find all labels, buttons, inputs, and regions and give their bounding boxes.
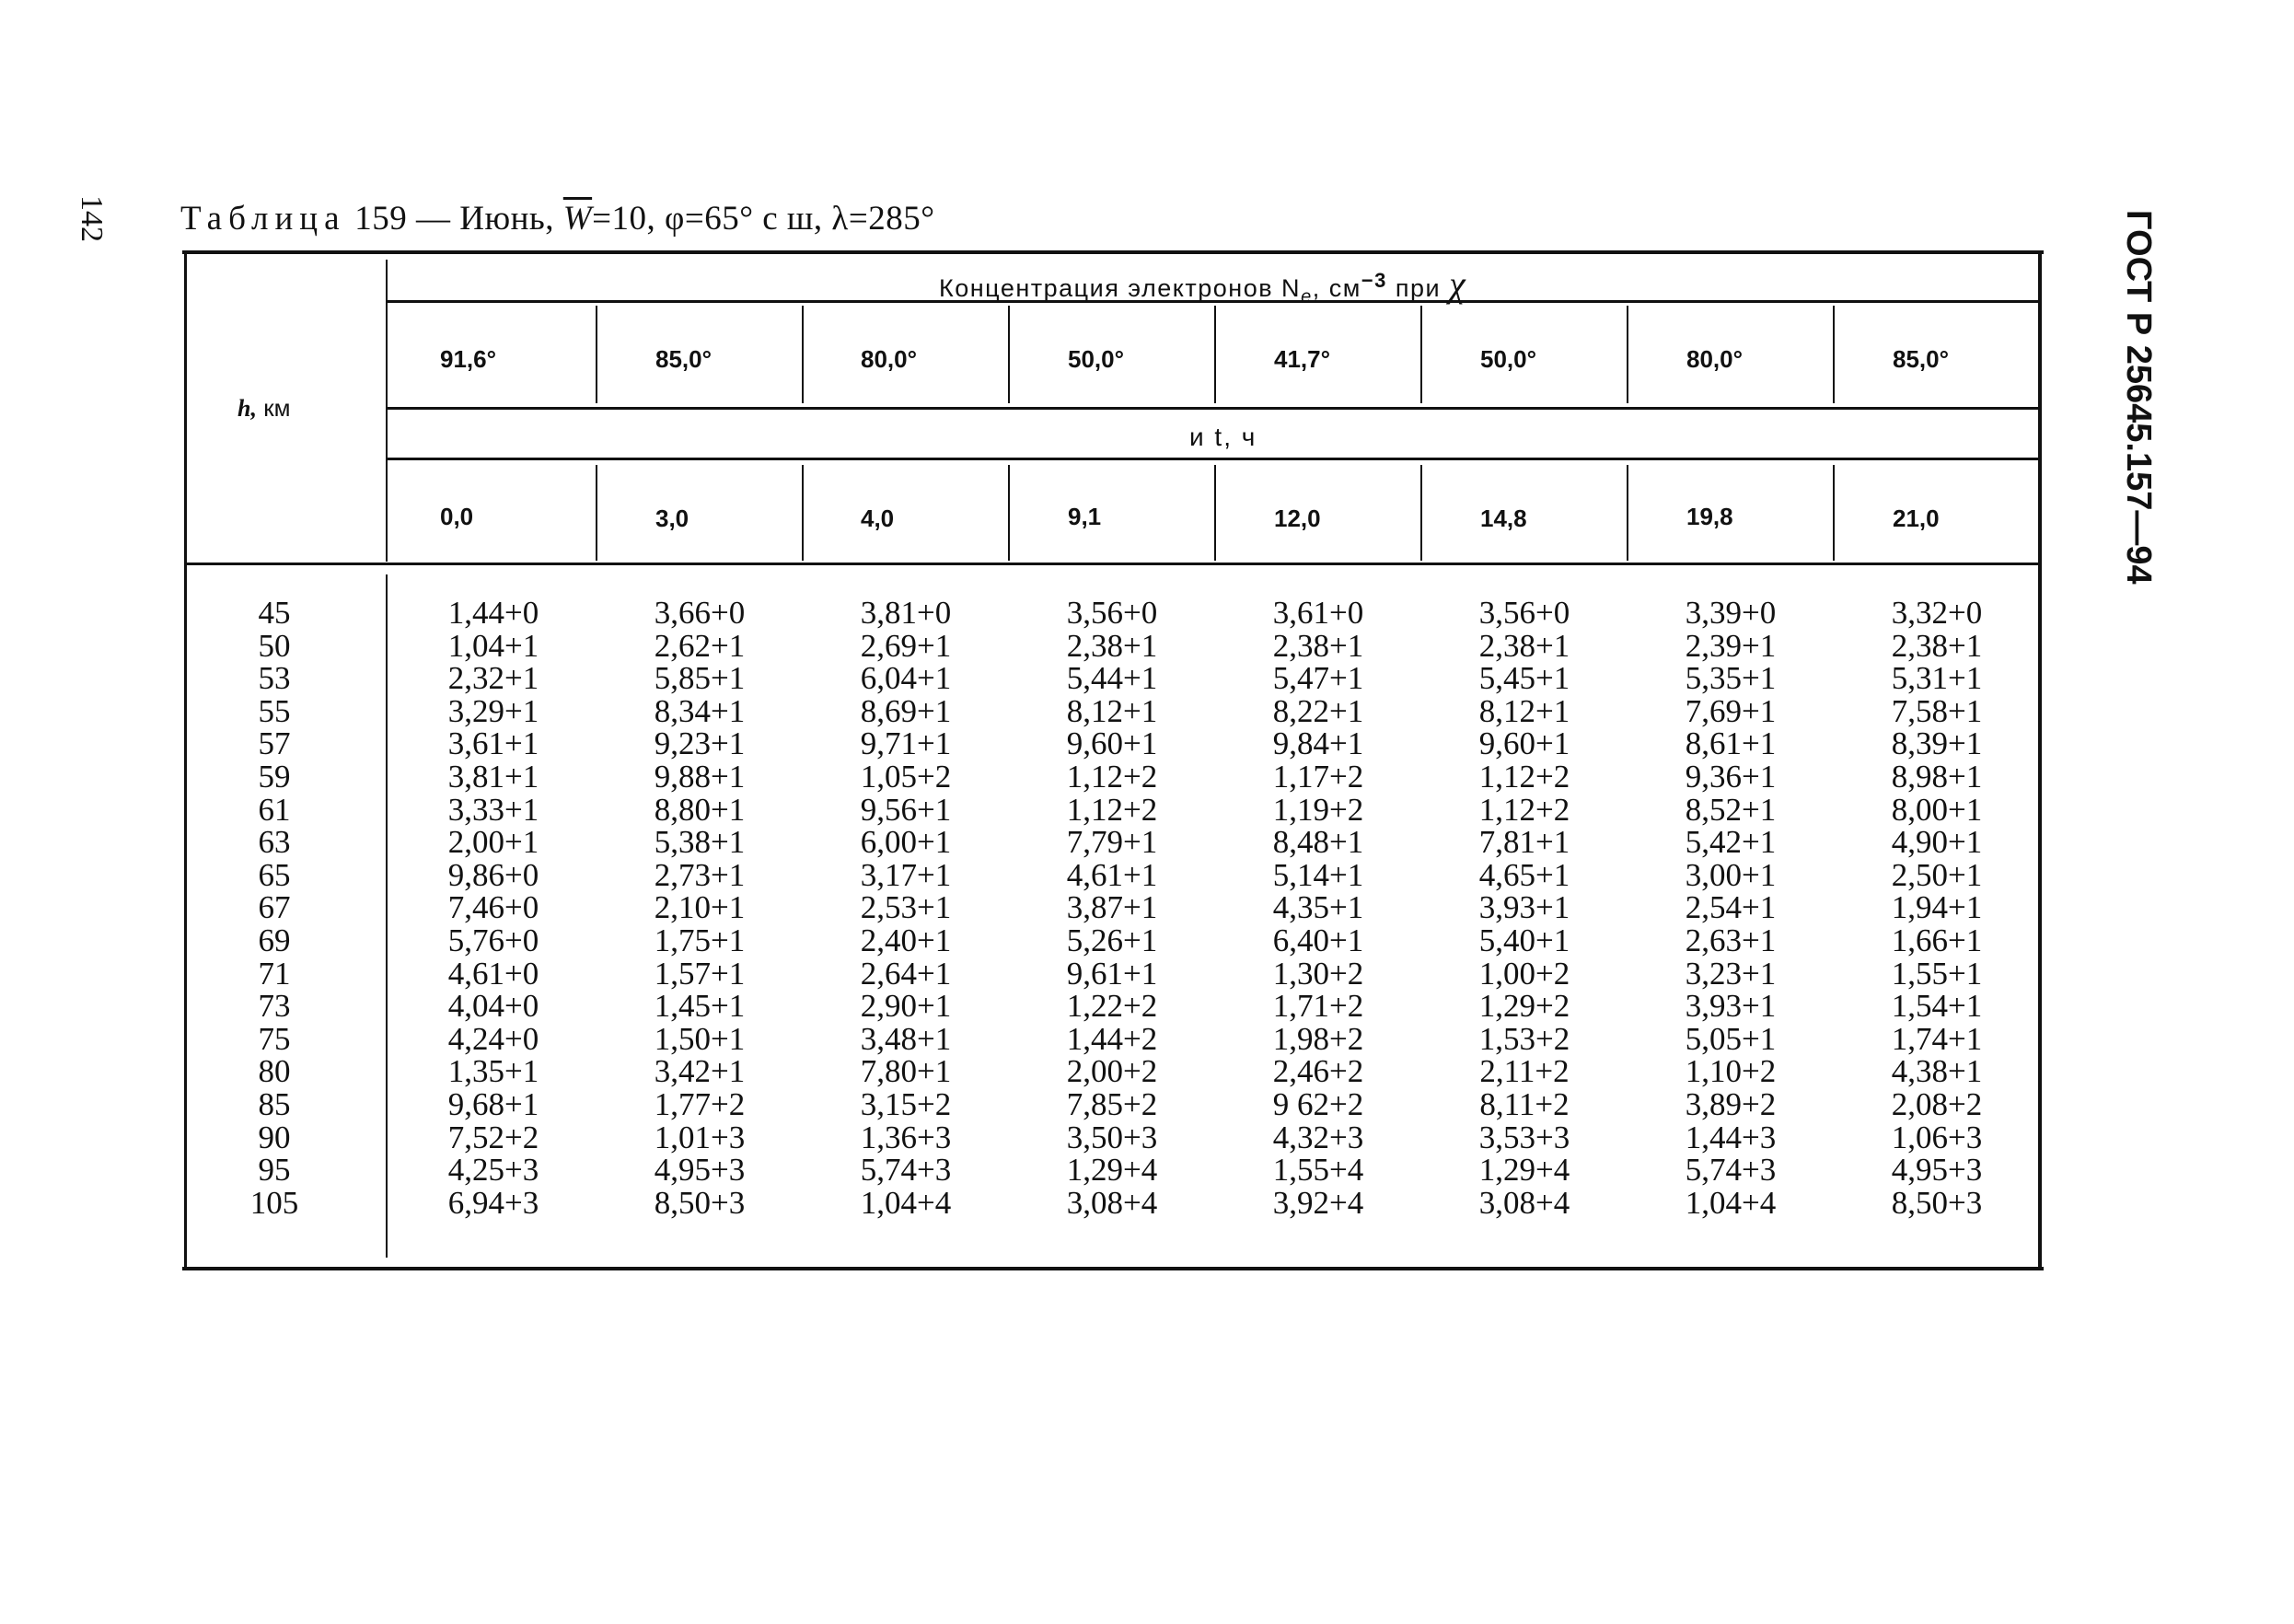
table-cell: 2,54+1: [1685, 889, 1777, 926]
table-cell: 2,46+2: [1272, 1053, 1364, 1090]
table-cell: 3,81+1: [447, 758, 539, 795]
table-cell: 9,56+1: [860, 791, 952, 828]
height-value: 85: [258, 1085, 291, 1122]
table-cell: 1,74+1: [1891, 1020, 1983, 1057]
header-bottom-rule: [187, 563, 2038, 565]
table-cell: 3,61+1: [447, 725, 539, 762]
table-cell: 2,73+1: [654, 856, 746, 893]
table-cell: 1,55+4: [1272, 1152, 1364, 1189]
table-cell: 3,17+1: [860, 856, 952, 893]
table-cell: 3,93+1: [1685, 988, 1777, 1025]
height-value: 71: [258, 955, 291, 992]
chi-value: 85,0°: [655, 345, 713, 373]
table-cell: 8,61+1: [1685, 725, 1777, 762]
table-cell: 9,86+0: [447, 856, 539, 893]
table-cell: 1,12+2: [1478, 758, 1570, 795]
table-cell: 8,39+1: [1891, 725, 1983, 762]
table-cell: 1,77+2: [654, 1085, 746, 1122]
table-cell: 3,08+4: [1066, 1184, 1158, 1221]
table-cell: 2,50+1: [1891, 856, 1983, 893]
table-cell: 8,00+1: [1891, 791, 1983, 828]
t-value: 12,0: [1274, 505, 1321, 532]
table-cell: 3,93+1: [1478, 889, 1570, 926]
table-cell: 2,11+2: [1479, 1053, 1570, 1090]
table-cell: 3,23+1: [1685, 955, 1777, 992]
table-cell: 5,44+1: [1066, 660, 1158, 697]
height-value: 55: [258, 692, 291, 729]
table-cell: 1,12+2: [1066, 791, 1158, 828]
table-cell: 4,35+1: [1272, 889, 1364, 926]
table-cell: 4,90+1: [1891, 824, 1983, 861]
table-title-part1: 159 — Июнь,: [345, 200, 563, 238]
table-cell: 3,50+3: [1066, 1119, 1158, 1155]
table-cell: 1,29+2: [1478, 988, 1570, 1025]
table-cell: 8,34+1: [654, 692, 746, 729]
bottom-border: [182, 1267, 2044, 1270]
table-cell: 2,38+1: [1272, 627, 1364, 664]
table-cell: 2,63+1: [1685, 922, 1777, 958]
right-border: [2038, 254, 2042, 1269]
table-cell: 2,90+1: [860, 988, 952, 1025]
table-cell: 4,95+3: [654, 1152, 746, 1189]
t-value: 0,0: [440, 503, 474, 530]
table-cell: 9 62+2: [1272, 1085, 1364, 1122]
data-column: [814, 597, 998, 1219]
data-column: [1020, 597, 1204, 1219]
table-cell: 4,04+0: [447, 988, 539, 1025]
table-cell: 3,89+2: [1685, 1085, 1777, 1122]
concentration-at: при: [1386, 274, 1450, 302]
h-column-divider-body: [386, 574, 388, 1258]
table-cell: 7,79+1: [1066, 824, 1158, 861]
table-cell: 3,87+1: [1066, 889, 1158, 926]
table-cell: 1,55+1: [1891, 955, 1983, 992]
table-cell: 1,71+2: [1272, 988, 1364, 1025]
table-cell: 8,50+3: [654, 1184, 746, 1221]
table-cell: 6,00+1: [860, 824, 952, 861]
table-cell: 3,32+0: [1891, 595, 1983, 631]
table-cell: 5,47+1: [1272, 660, 1364, 697]
data-column: [1639, 597, 1823, 1219]
table-cell: 3,08+4: [1478, 1184, 1570, 1221]
table-cell: 1,50+1: [654, 1020, 746, 1057]
height-value: 63: [258, 824, 291, 861]
table-cell: 9,71+1: [860, 725, 952, 762]
t-value: 21,0: [1893, 505, 1940, 532]
t-value: 4,0: [861, 505, 895, 532]
table-cell: 1,36+3: [860, 1119, 952, 1155]
table-cell: 5,45+1: [1478, 660, 1570, 697]
table-cell: 1,45+1: [654, 988, 746, 1025]
height-value: 65: [258, 856, 291, 893]
table-title-prefix: Таблица: [180, 200, 346, 238]
concentration-subscript: e: [1301, 286, 1313, 307]
table-cell: 3,00+1: [1685, 856, 1777, 893]
table-cell: 3,92+4: [1272, 1184, 1364, 1221]
chi-value: 50,0°: [1068, 345, 1125, 373]
table-cell: 9,88+1: [654, 758, 746, 795]
table-cell: 8,69+1: [860, 692, 952, 729]
table-cell: 1,17+2: [1272, 758, 1364, 795]
table-cell: 1,22+2: [1066, 988, 1158, 1025]
table-cell: 8,80+1: [654, 791, 746, 828]
table-cell: 3,29+1: [447, 692, 539, 729]
table-cell: 5,74+3: [1685, 1152, 1777, 1189]
table-cell: 7,46+0: [447, 889, 539, 926]
table-cell: 4,32+3: [1272, 1119, 1364, 1155]
table-cell: 9,23+1: [654, 725, 746, 762]
table-cell: 2,38+1: [1066, 627, 1158, 664]
table-cell: 4,61+0: [447, 955, 539, 992]
table-cell: 7,80+1: [860, 1053, 952, 1090]
table-cell: 1,94+1: [1891, 889, 1983, 926]
table-cell: 2,39+1: [1685, 627, 1777, 664]
height-value: 67: [258, 889, 291, 926]
table-cell: 4,61+1: [1066, 856, 1158, 893]
table-cell: 1,10+2: [1685, 1053, 1777, 1090]
table-cell: 1,44+3: [1685, 1119, 1777, 1155]
table-cell: 2,00+1: [447, 824, 539, 861]
table-cell: 8,12+1: [1478, 692, 1570, 729]
table-cell: 5,35+1: [1685, 660, 1777, 697]
table-cell: 3,56+0: [1066, 595, 1158, 631]
height-value: 59: [258, 758, 291, 795]
table-cell: 8,52+1: [1685, 791, 1777, 828]
table-cell: 3,56+0: [1478, 595, 1570, 631]
data-column: [401, 597, 585, 1219]
height-value: 53: [258, 660, 291, 697]
table-cell: 8,11+2: [1479, 1085, 1570, 1122]
table-cell: 9,68+1: [447, 1085, 539, 1122]
table-cell: 5,38+1: [654, 824, 746, 861]
t-value: 9,1: [1068, 503, 1102, 530]
table-cell: 8,98+1: [1891, 758, 1983, 795]
table-title-part2: =10, φ=65° с ш, λ=285°: [592, 200, 935, 238]
left-border: [184, 254, 187, 1269]
table-cell: 1,06+3: [1891, 1119, 1983, 1155]
chi-value: 80,0°: [861, 345, 918, 373]
table-cell: 6,40+1: [1272, 922, 1364, 958]
chi-value: 50,0°: [1480, 345, 1537, 373]
table-cell: 9,60+1: [1478, 725, 1570, 762]
concentration-header: [939, 262, 1466, 307]
height-value: 61: [258, 791, 291, 828]
data-column: [1845, 597, 2029, 1219]
table-cell: 2,10+1: [654, 889, 746, 926]
table-cell: 3,39+0: [1685, 595, 1777, 631]
table-cell: 6,04+1: [860, 660, 952, 697]
table-cell: 8,12+1: [1066, 692, 1158, 729]
table-cell: 1,30+2: [1272, 955, 1364, 992]
table-cell: 3,48+1: [860, 1020, 952, 1057]
concentration-unit: , см: [1312, 274, 1361, 302]
height-value: 57: [258, 725, 291, 762]
table-cell: 1,12+2: [1478, 791, 1570, 828]
table-cell: 4,95+3: [1891, 1152, 1983, 1189]
height-value: 95: [258, 1152, 291, 1189]
table-cell: 5,74+3: [860, 1152, 952, 1189]
table-cell: 2,40+1: [860, 922, 952, 958]
chi-value: 80,0°: [1686, 345, 1744, 373]
table-cell: 1,44+0: [447, 595, 539, 631]
top-border: [182, 250, 2044, 254]
table-cell: 9,61+1: [1066, 955, 1158, 992]
page-number: 142: [75, 195, 109, 242]
height-value: 50: [258, 627, 291, 664]
table-cell: 5,40+1: [1478, 922, 1570, 958]
table-cell: 8,50+3: [1891, 1184, 1983, 1221]
data-column: [1432, 597, 1616, 1219]
table-cell: 9,36+1: [1685, 758, 1777, 795]
chi-value: 85,0°: [1893, 345, 1950, 373]
table-cell: 5,42+1: [1685, 824, 1777, 861]
height-value: 90: [258, 1119, 291, 1155]
table-cell: 5,05+1: [1685, 1020, 1777, 1057]
table-cell: 1,29+4: [1478, 1152, 1570, 1189]
chi-value: 91,6°: [440, 345, 497, 373]
table-cell: 1,57+1: [654, 955, 746, 992]
table-cell: 5,26+1: [1066, 922, 1158, 958]
table-cell: 3,61+0: [1272, 595, 1364, 631]
table-cell: 4,24+0: [447, 1020, 539, 1057]
table-cell: 1,19+2: [1272, 791, 1364, 828]
table-cell: 2,64+1: [860, 955, 952, 992]
table-cell: 1,01+3: [654, 1119, 746, 1155]
table-cell: 3,42+1: [654, 1053, 746, 1090]
table-cell: 2,69+1: [860, 627, 952, 664]
chi-value: 41,7°: [1274, 345, 1331, 373]
time-title-rule: [388, 458, 2038, 460]
table-cell: 6,94+3: [447, 1184, 539, 1221]
table-cell: 7,85+2: [1066, 1085, 1158, 1122]
table-cell: 1,98+2: [1272, 1020, 1364, 1057]
table-cell: 2,38+1: [1478, 627, 1570, 664]
table-cell: 7,81+1: [1478, 824, 1570, 861]
table-cell: 5,76+0: [447, 922, 539, 958]
table-cell: 3,66+0: [654, 595, 746, 631]
height-value: 73: [258, 988, 291, 1025]
concentration-label: Концентрация электронов N: [939, 274, 1302, 302]
table-cell: 7,69+1: [1685, 692, 1777, 729]
table-cell: 7,58+1: [1891, 692, 1983, 729]
height-value: 80: [258, 1053, 291, 1090]
h-unit: км: [256, 394, 291, 422]
table-cell: 3,81+0: [860, 595, 952, 631]
table-cell: 1,29+4: [1066, 1152, 1158, 1189]
table-cell: 1,53+2: [1478, 1020, 1570, 1057]
table-cell: 2,53+1: [860, 889, 952, 926]
height-value: 45: [258, 595, 291, 631]
h-column-divider: [386, 260, 388, 562]
table-cell: 9,60+1: [1066, 725, 1158, 762]
table-cell: 1,04+1: [447, 627, 539, 664]
table-cell: 2,00+2: [1066, 1053, 1158, 1090]
height-value: 105: [249, 1184, 299, 1221]
height-value: 69: [258, 922, 291, 958]
table-cell: 4,65+1: [1478, 856, 1570, 893]
table-cell: 2,32+1: [447, 660, 539, 697]
table-cell: 1,00+2: [1478, 955, 1570, 992]
height-value: 75: [258, 1020, 291, 1057]
table-cell: 1,54+1: [1891, 988, 1983, 1025]
table-cell: 1,44+2: [1066, 1020, 1158, 1057]
table-cell: 9,84+1: [1272, 725, 1364, 762]
h-symbol: h,: [238, 395, 257, 422]
table-cell: 2,62+1: [654, 627, 746, 664]
data-column: [1226, 597, 1410, 1219]
table-cell: 1,35+1: [447, 1053, 539, 1090]
table-cell: 1,75+1: [654, 922, 746, 958]
time-header: и t, ч: [1189, 423, 1257, 451]
table-cell: 2,38+1: [1891, 627, 1983, 664]
height-values-column: [228, 597, 320, 1219]
table-cell: 3,53+3: [1478, 1119, 1570, 1155]
table-cell: 4,25+3: [447, 1152, 539, 1189]
table-cell: 7,52+2: [447, 1119, 539, 1155]
table-cell: 3,33+1: [447, 791, 539, 828]
table-cell: 4,38+1: [1891, 1053, 1983, 1090]
table-cell: 1,05+2: [860, 758, 952, 795]
table-cell: 1,66+1: [1891, 922, 1983, 958]
gost-label: ГОСТ Р 25645.157—94: [2119, 210, 2158, 585]
table-cell: 5,31+1: [1891, 660, 1983, 697]
chi-symbol: χ: [1449, 263, 1467, 305]
chi-row-rule: [388, 407, 2038, 410]
table-title: [180, 199, 935, 238]
t-value: 3,0: [655, 505, 689, 532]
table-cell: 2,08+2: [1891, 1085, 1983, 1122]
data-column: [608, 597, 792, 1219]
concentration-exponent: −3: [1361, 269, 1387, 292]
table-cell: 3,15+2: [860, 1085, 952, 1122]
height-column-header: [238, 394, 290, 423]
table-cell: 8,22+1: [1272, 692, 1364, 729]
table-cell: 1,04+4: [860, 1184, 952, 1221]
table-cell: 5,14+1: [1272, 856, 1364, 893]
table-cell: 1,12+2: [1066, 758, 1158, 795]
table-cell: 1,04+4: [1685, 1184, 1777, 1221]
w-symbol: $\overline{W}$: [562, 200, 593, 238]
t-value: 19,8: [1686, 503, 1733, 530]
table-cell: 8,48+1: [1272, 824, 1364, 861]
t-value: 14,8: [1480, 505, 1527, 532]
table-cell: 5,85+1: [654, 660, 746, 697]
